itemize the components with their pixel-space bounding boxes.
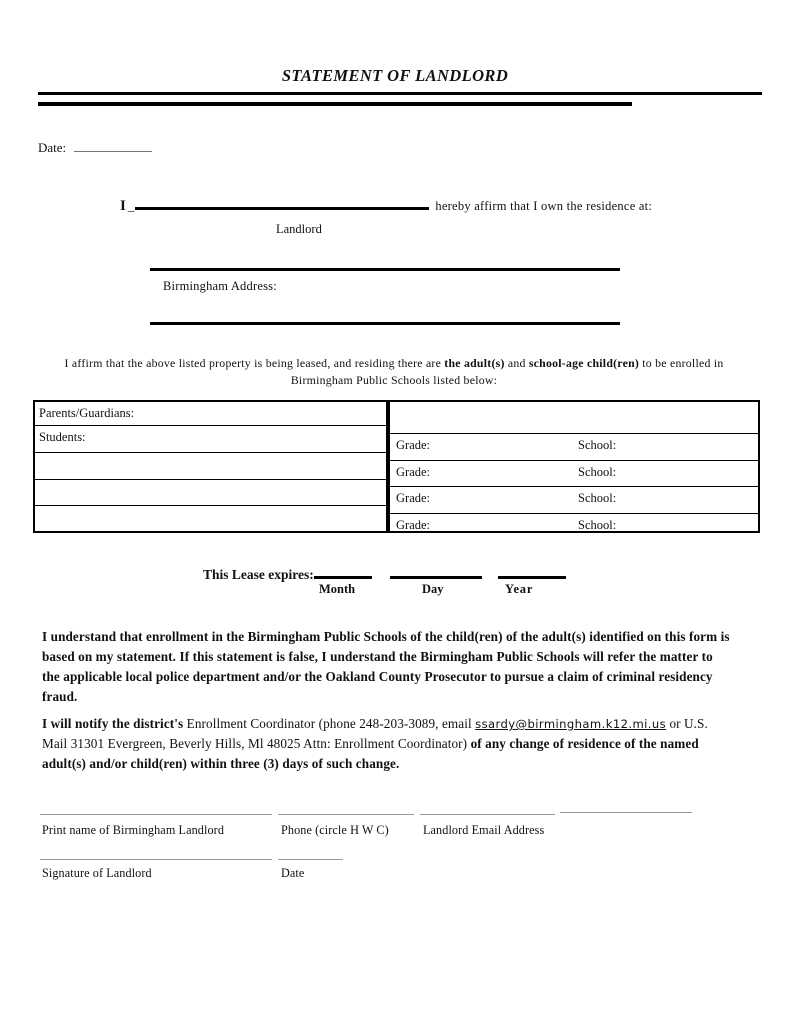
- print-name-label: Print name of Birmingham Landlord: [42, 823, 225, 837]
- notify-normal-2: or U.S. Mail 31301 Evergreen, Beverly Hills, Ml 48025 Attn: Enrollment Coordinator): [42, 716, 708, 752]
- date-input-line[interactable]: [74, 140, 152, 152]
- lease-month-caption: Month: [319, 582, 356, 596]
- table-row-grade-school-2[interactable]: [390, 461, 758, 487]
- table-row-student-2[interactable]: [35, 453, 386, 480]
- notify-bold-tail: of any change of residence of the named adult(s) and/or child(ren) within three (3) days of such change.: [42, 736, 699, 772]
- extra-input-line[interactable]: [560, 812, 692, 813]
- lease-day-input-line[interactable]: [390, 564, 482, 579]
- affirm-para-part1: I affirm that the above listed property is being leased, and residing there are: [64, 356, 445, 370]
- school-label-2: School:: [578, 465, 617, 479]
- affirmation-paragraph: [44, 355, 744, 389]
- notification-paragraph: [42, 714, 732, 774]
- landlord-affirmation-row: [120, 193, 740, 215]
- lease-month-input-line[interactable]: [314, 564, 372, 579]
- table-row-grade-school-1[interactable]: [390, 434, 758, 461]
- landlord-email-input-line[interactable]: [420, 814, 555, 815]
- lease-expiration-row: [203, 564, 566, 583]
- grade-label-3: Grade:: [396, 491, 431, 505]
- address-rule-top: [150, 268, 620, 271]
- notify-normal-1: Enrollment Coordinator (phone 248-203-3089, email: [183, 716, 476, 731]
- landlord-name-input-line[interactable]: [135, 193, 429, 210]
- address-rule-bottom: [150, 322, 620, 325]
- enrollment-table: [33, 400, 760, 533]
- affirm-para-bold-children: school-age child(ren): [528, 356, 640, 370]
- signature-date-input-line[interactable]: [278, 859, 343, 860]
- lease-expires-label: This Lease expires:: [203, 567, 314, 582]
- grade-label-2: Grade:: [396, 465, 431, 479]
- affirm-para-bold-adults: the adult(s): [444, 356, 505, 370]
- birmingham-address-label: Birmingham Address:: [163, 279, 277, 293]
- grade-label-1: Grade:: [396, 438, 431, 452]
- table-row-grade-school-4[interactable]: [390, 514, 758, 535]
- signature-label: Signature of Landlord: [42, 866, 152, 880]
- landlord-email-label: Landlord Email Address: [423, 823, 545, 837]
- affirm-tail-text: hereby affirm that I own the residence at:: [435, 199, 653, 213]
- school-label-1: School:: [578, 438, 617, 452]
- notify-bold-lead: I will notify the district's: [42, 716, 184, 731]
- page-title: STATEMENT OF LANDLORD: [281, 66, 509, 85]
- header-rule-primary: [38, 92, 762, 95]
- print-name-input-line[interactable]: [40, 814, 272, 815]
- affirm-i-label: I: [120, 198, 126, 214]
- affirm-para-part3: to be enrolled in Birmingham Public Schools listed below:: [290, 356, 724, 388]
- signature-input-line[interactable]: [40, 859, 272, 860]
- grade-label-4: Grade:: [396, 518, 431, 532]
- table-right-column: [388, 400, 760, 533]
- school-label-4: School:: [578, 518, 617, 532]
- phone-label: Phone (circle H W C): [281, 823, 389, 837]
- signature-date-label: Date: [281, 866, 305, 880]
- school-label-3: School:: [578, 491, 617, 505]
- table-row-parents[interactable]: Parents/Guardians:: [35, 402, 386, 426]
- table-row-parents-right[interactable]: [390, 402, 758, 434]
- lease-year-input-line[interactable]: [498, 564, 566, 579]
- table-row-grade-school-3[interactable]: [390, 487, 758, 514]
- table-row-student-3[interactable]: [35, 480, 386, 506]
- header-rule-secondary: [38, 102, 632, 106]
- understanding-paragraph: I understand that enrollment in the Birmingham Public Schools of the child(ren) of the adult(s) identified on this form is based on my statement. If this statement is false, I understand the Birmingham Public Schools will refer the matter to the applicable local police department and/or the Oakland County Prosecutor to pursue a claim of criminal residency fraud.: [42, 629, 730, 705]
- date-field-row: [38, 140, 152, 156]
- phone-input-line[interactable]: [278, 814, 414, 815]
- table-row-students[interactable]: Students:: [35, 426, 386, 453]
- landlord-caption: Landlord: [276, 222, 322, 236]
- date-label: Date:: [38, 140, 67, 155]
- enrollment-coordinator-email-link[interactable]: ssardy@birmingham.k12.mi.us: [475, 717, 667, 731]
- affirm-para-part2: and: [504, 356, 529, 370]
- table-left-column: [33, 400, 388, 533]
- lease-day-caption: Day: [422, 582, 444, 596]
- affirm-dash: _: [127, 198, 135, 213]
- table-row-student-4[interactable]: [35, 506, 386, 531]
- lease-year-caption: Year: [505, 582, 534, 596]
